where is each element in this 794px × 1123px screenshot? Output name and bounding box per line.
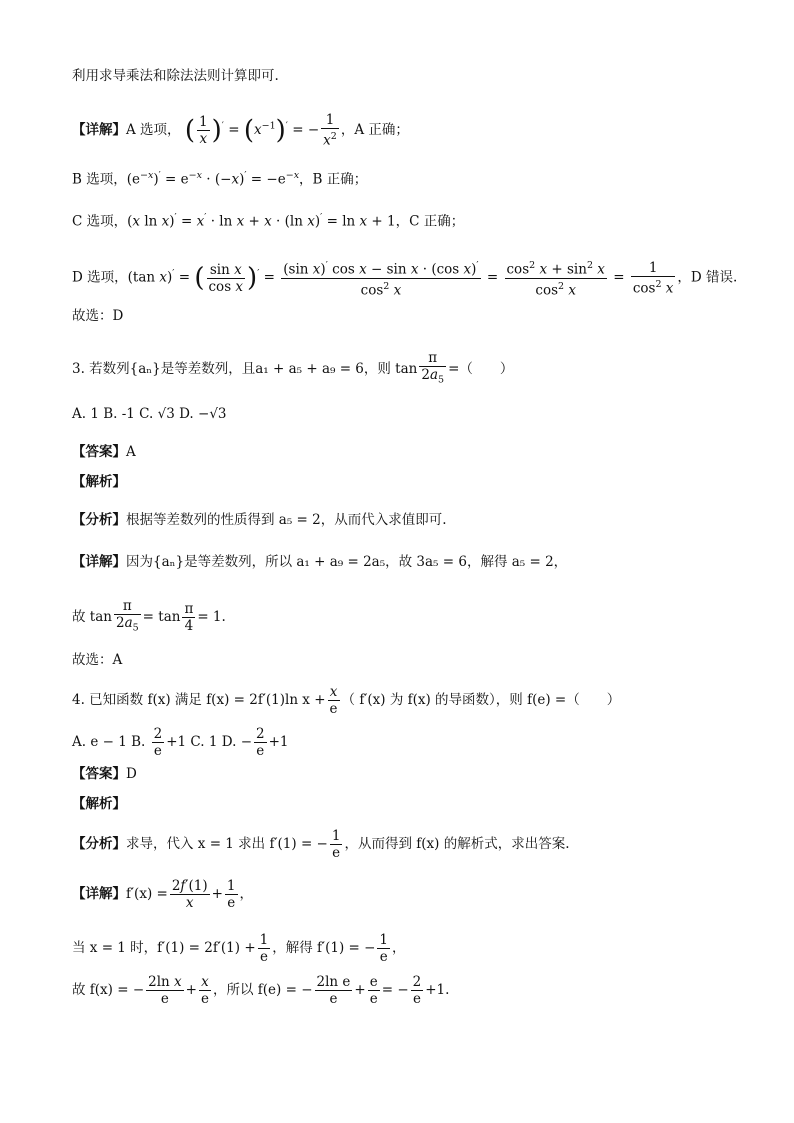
option-d-label: D 选项，: [72, 269, 128, 286]
detail-label: 【详解】: [72, 886, 126, 902]
question-4-text: 4. 已知函数 f(x) 满足 f(x) = 2f′(1)ln x +: [72, 692, 326, 708]
q4-option-c: C. 1: [190, 734, 218, 750]
q4-option-b: B. $\frac{2}{e}$ +1: [131, 726, 187, 759]
option-c-line: C 选项，(x ln x)′ = x′ · ln x + x · (ln x)′ = ln x + 1，C 正确；: [72, 212, 465, 230]
option-b-tail: ，B 正确；: [299, 171, 368, 188]
answer-4: [72, 764, 754, 784]
analysis-3: [72, 510, 754, 530]
option-b-line: B 选项，$(e^{-x})' = e^{-x} \cdot (-x)' = -e^{-x}$，B 正确；: [72, 170, 368, 188]
analysis-text: 根据等差数列的性质得到 a₅ = 2，从而代入求值即可.: [126, 512, 447, 528]
q3-option-b: B. -1: [103, 406, 135, 422]
question-3-text: 3. 若数列{aₙ}是等差数列，且a₁ + a₅ + a₉ = 6，则 tan: [72, 360, 418, 377]
q3-option-a: A. 1: [72, 406, 99, 422]
detail-4-conclusion: 故 f(x) = − $\frac{\text{2ln x}}{e}$ + $\frac{x}{e}$ ，所以 f(e) = − $\frac{\text{2ln e}}{e}$ + $\frac{e}{e}$ = − $\frac{2}{e}$ +1.: [72, 974, 450, 1007]
question-4: 4. 已知函数 f(x) 满足 f(x) = 2f′(1)ln x + $\frac{x}{e}$ （ f′(x) 为 f(x) 的导函数），则 f(e) =（ ）: [72, 684, 621, 717]
analysis-4-heading: 【解析】: [72, 796, 126, 812]
q3-option-d: D. −√3: [179, 406, 227, 422]
option-a-text: A 选项，: [126, 121, 181, 138]
detail-label: 【详解】: [72, 554, 126, 570]
analysis-label: 【分析】: [72, 512, 126, 528]
q3-option-c: C. √3: [139, 406, 175, 422]
question-4-tail: （ f′(x) 为 f(x) 的导函数），则 f(e) =（ ）: [341, 692, 621, 708]
intro-line: 利用求导乘法和除法法则计算即可.: [72, 68, 279, 84]
question-3-tail: =（ ）: [448, 360, 514, 377]
question-3: 3. 若数列{aₙ}是等差数列，且a₁ + a₅ + a₉ = 6，则 tan $\frac{\pi}{2a_5}$ =（ ）: [72, 350, 514, 386]
detail-3-conclusion: 故 tan $\frac{\pi}{2a_5}$ = tan $\frac{\pi}{4}$ = 1.: [72, 598, 226, 634]
option-a-tail: ，A 正确；: [340, 121, 409, 138]
answer-label: 【答案】: [72, 766, 126, 782]
answer-value: A: [126, 444, 136, 460]
answer-value: D: [126, 766, 137, 782]
option-c-tail: ，C 正确；: [395, 213, 465, 230]
option-c-label: C 选项，: [72, 213, 128, 230]
option-b-label: B 选项，: [72, 171, 127, 188]
q4-option-a: A. e − 1: [72, 734, 127, 750]
option-d-tail: ，D 错误.: [677, 269, 738, 286]
q4-option-d: D. − $\frac{2}{e}$ +1: [221, 726, 289, 759]
analysis-label: 【分析】: [72, 836, 126, 852]
analysis-4: 【分析】求导，代入 x = 1 求出 f′(1) = − $\frac{1}{e}$ ，从而得到 f(x) 的解析式，求出答案.: [72, 828, 570, 861]
detail-label: 【详解】: [72, 121, 126, 138]
detail-text: 因为{aₙ}是等差数列，所以 a₁ + a₉ = 2a₅，故 3a₅ = 6，解得 a₅ = 2，: [126, 554, 568, 570]
detail-3: [72, 552, 754, 572]
question-4-options: [72, 726, 754, 759]
analysis-3-heading: 【解析】: [72, 474, 126, 490]
question-3-options: [72, 404, 754, 424]
detail-4-when: 当 x = 1 时，f′(1) = 2f′(1) + $\frac{1}{e}$ ，解得 f′(1) = − $\frac{1}{e}$ ，: [72, 932, 406, 965]
choice-line-2: 故选：D: [72, 308, 124, 324]
option-d-line: D 选项，(tan x)′ = ( $\frac{\text{sin x}}{\text{cos x}}$ )′ = $\frac{(\sin x)' \cos x - \sin x \cdot (\cos x)'}{\cos^2 x}$ = $\frac{\cos^2 x + \sin^2 x}{\cos^2 x}$ = $\frac{1}{\cos^2 x}$ ，D 错误.: [72, 259, 738, 298]
answer-label: 【答案】: [72, 444, 126, 460]
detail-a-line: 【详解】A 选项， ( $\frac{1}{x}$ )$' = (x^{-1})'$ = − $\frac{1}{x^2}$ ，A 正确；: [72, 112, 409, 149]
detail-4: 【详解】f′(x) = $\frac{2f'(1)}{x}$ + $\frac{1}{e}$ ，: [72, 878, 254, 911]
choice-line-3: 故选：A: [72, 652, 123, 668]
answer-3: [72, 442, 754, 462]
